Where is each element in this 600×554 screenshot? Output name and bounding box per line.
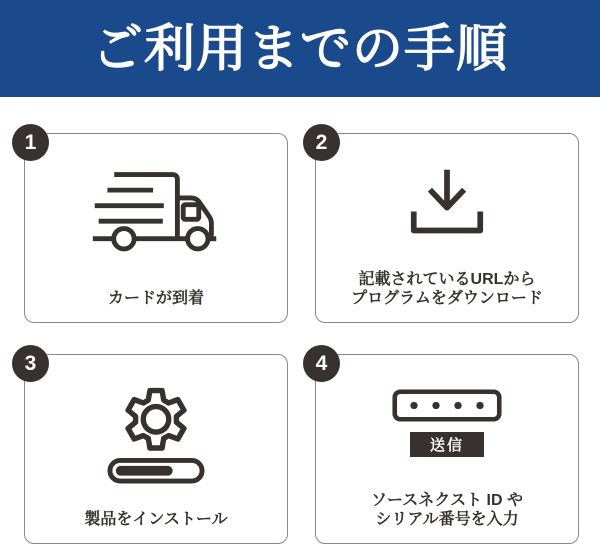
step-1-caption <box>102 289 210 322</box>
install-gear-progress-icon <box>107 382 205 484</box>
step-3-caption-line-1: 製品をインストール <box>84 511 228 529</box>
step-1-icon-area <box>25 134 287 289</box>
send-button-illustration: 送信 <box>410 432 484 457</box>
step-4-icon-area <box>316 355 578 491</box>
step-3-caption <box>78 510 233 543</box>
step-2-caption-line-1: 記載されているURLから <box>358 270 536 288</box>
download-icon <box>404 164 490 240</box>
page-title: ご利用までの手順 <box>91 20 508 77</box>
step-card-3 <box>24 354 288 544</box>
step-card-2 <box>315 133 579 323</box>
step-number-badge-2: 2 <box>303 124 340 161</box>
step-number-badge-3: 3 <box>12 345 49 382</box>
step-4-caption-line-1: ソースネクスト ID や <box>371 491 523 509</box>
step-2-caption <box>345 270 549 322</box>
header-banner <box>0 0 600 97</box>
step-card-1 <box>24 133 288 323</box>
serial-input-icon <box>392 389 502 422</box>
step-number-badge-1: 1 <box>12 124 49 161</box>
step-2-caption-line-2: プログラムをダウンロード <box>351 290 543 308</box>
step-4-caption <box>365 491 529 543</box>
step-number-badge-4: 4 <box>303 345 340 382</box>
step-card-4 <box>315 354 579 544</box>
step-3-icon-area <box>25 355 287 510</box>
delivery-truck-icon <box>83 160 229 264</box>
steps-grid <box>0 97 600 544</box>
step-1-caption-line-1: カードが到着 <box>107 290 204 308</box>
step-4-caption-line-2: シリアル番号を入力 <box>375 511 519 529</box>
step-2-icon-area <box>316 134 578 270</box>
